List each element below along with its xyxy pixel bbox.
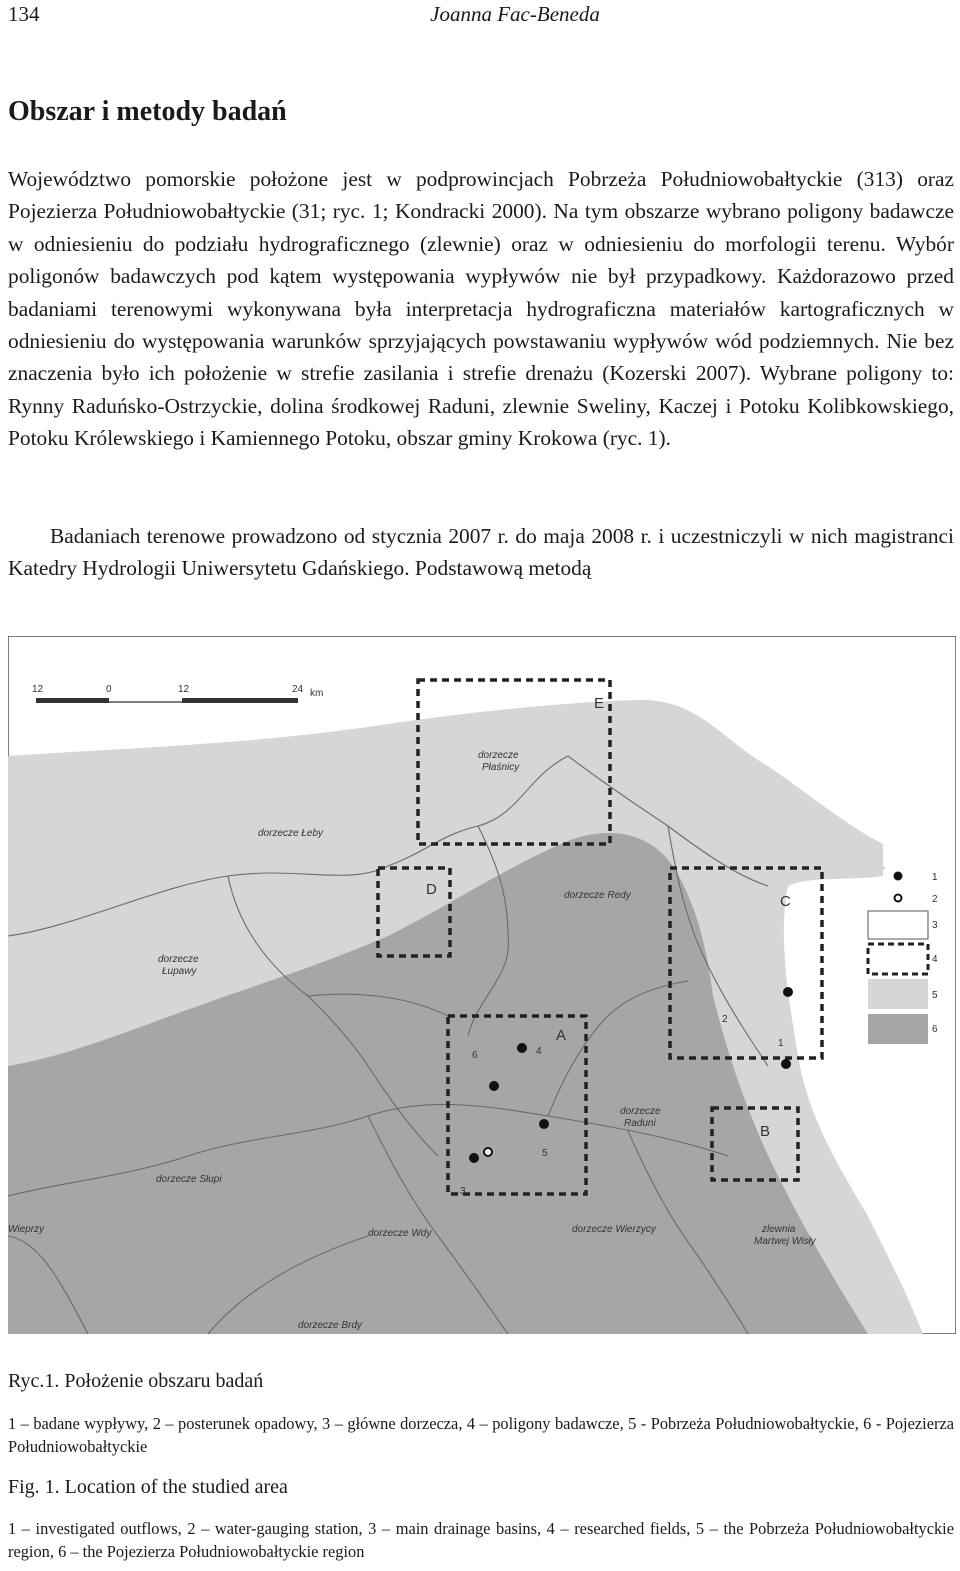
- rain-gauge-point: [484, 1148, 492, 1156]
- field-label-b: B: [760, 1123, 771, 1140]
- basin-label-placnicy-1: dorzecze: [478, 750, 519, 761]
- field-label-c: C: [780, 893, 791, 910]
- basin-label-raduni-2: Raduni: [624, 1118, 656, 1129]
- basin-label-wieprzy: Wieprzy: [8, 1224, 45, 1235]
- basin-label-leby: dorzecze Łeby: [258, 828, 324, 839]
- legend-number: 5: [932, 990, 938, 1001]
- scale-tick: 12: [32, 684, 44, 695]
- basin-label-raduni-1: dorzecze: [620, 1106, 661, 1117]
- scale-unit: km: [310, 688, 324, 699]
- legend-number: 1: [932, 872, 938, 883]
- scale-tick: 0: [106, 684, 112, 695]
- basin-label-redy: dorzecze Redy: [564, 890, 631, 901]
- site-number: 1: [778, 1038, 784, 1049]
- figure-legend-en: 1 – investigated outflows, 2 – water-gauging station, 3 – main drainage basins, 4 – researched fields, 5 – the Pobrzeża Południowobałtyckie region, 6 – the Pojezierza Południowobałtyckie region: [8, 1519, 954, 1561]
- basin-label-lupawy-1: dorzecze: [158, 954, 199, 965]
- figure-caption-en: Fig. 1. Location of the studied area: [8, 1476, 288, 1498]
- site-number: 3: [460, 1186, 466, 1197]
- site-number: 4: [536, 1046, 542, 1057]
- basin-label-wierzycy: dorzecze Wierzycy: [572, 1224, 656, 1235]
- study-area-map: [8, 636, 956, 1334]
- field-label-d: D: [426, 881, 437, 898]
- legend-number: 6: [932, 1024, 938, 1035]
- basin-label-lupawy-2: Łupawy: [162, 966, 197, 977]
- paragraph-2: Badaniach terenowe prowadzono od stycznia 2007 r. do maja 2008 r. i uczestniczyli w nich magistranci Katedry Hydrologii Uniwersytetu Gdańskiego. Podstawową metodą: [8, 524, 954, 581]
- site-number: 2: [722, 1014, 728, 1025]
- basin-label-martwej-wisly-2: Martwej Wisły: [754, 1236, 816, 1247]
- legend-number: 2: [932, 894, 938, 905]
- field-label-e: E: [594, 695, 605, 712]
- scale-tick: 12: [178, 684, 190, 695]
- section-title: Obszar i metody badań: [8, 96, 287, 127]
- basin-label-wdy: dorzecze Wdy: [368, 1228, 432, 1239]
- basin-label-martwej-wisly-1: zlewnia: [762, 1224, 796, 1235]
- paragraph-1: Województwo pomorskie położone jest w podprowincjach Pobrzeża Południowobałtyckie (313) oraz Pojezierza Południowobałtyckie (31; ryc. 1; Kondracki 2000). Na tym obszarze wybrano poligony badawcze w odniesieniu do podziału hydrograficznego (zlewnie) oraz w odniesieniu do morfologii terenu. Wybór poligonów badawczych pod kątem występowania wypływów nie był przypadkowy. Każdorazowo przed badaniami terenowymi wykonywana była interpretacja hydrograficzna materiałów kartograficznych w odniesieniu do występowania warunków sprzyjających powstawaniu wypływów wód podziemnych. Nie bez znaczenia było ich położenie w strefie zasilania i strefie drenażu (Kozerski 2007). Wybrane poligony to: Rynny Raduńsko-Ostrzyckie, dolina środkowej Raduni, zlewnie Sweliny, Kaczej i Potoku Kolibkowskiego, Potoku Królewskiego i Kamiennego Potoku, obszar gminy Krokowa (ryc. 1).: [8, 167, 954, 451]
- legend-number: 4: [932, 954, 938, 965]
- figure-caption-pl: Ryc.1. Położenie obszaru badań: [8, 1370, 264, 1392]
- running-header-author: Joanna Fac-Beneda: [430, 2, 600, 26]
- field-label-a: A: [556, 1027, 567, 1044]
- site-number: 5: [542, 1148, 548, 1159]
- basin-label-placnicy-2: Płaśnicy: [482, 762, 520, 773]
- page-number: 134: [8, 2, 40, 26]
- scale-tick: 24: [292, 684, 304, 695]
- site-number: 6: [472, 1050, 478, 1061]
- basin-label-slupi: dorzecze Słupi: [156, 1174, 222, 1185]
- figure-legend-pl: 1 – badane wypływy, 2 – posterunek opadowy, 3 – główne dorzecza, 4 – poligony badawcze, 5 - Pobrzeża Południowobałtyckie, 6 - Pojezierza Południowobałtyckie: [8, 1414, 954, 1456]
- basin-label-brdy: dorzecze Brdy: [298, 1320, 362, 1331]
- legend-number: 3: [932, 920, 938, 931]
